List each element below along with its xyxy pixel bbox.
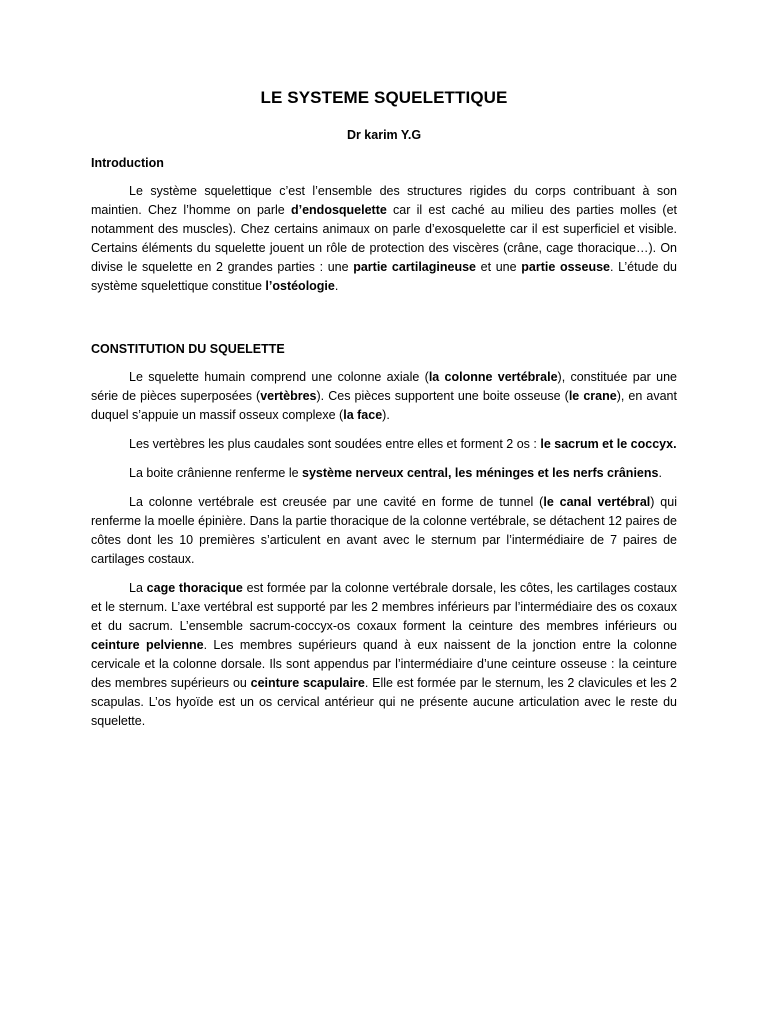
text-run: ) qui renferme la moelle épinière. Dans la partie thoracique de la colonne vertébrale, se détachent 12 paires de côtes dont les 10 premières s’articulent en avant avec le sternum par l’intermédiaire de 7 paires de cartilages costaux.: [91, 495, 677, 566]
document-title: LE SYSTEME SQUELETTIQUE: [260, 88, 508, 107]
text-run: car il est caché au milieu des parties molles (et notamment des muscles). Chez certains animaux on parle d’exosquelette car il est superficiel et visible. Certains éléments du squelette jouent un rôle de protection des viscères (crâne, cage thoracique…). On divise le squelette en 2 grandes parties : une: [91, 203, 677, 274]
text-run: La: [129, 581, 147, 595]
text-run: .: [658, 466, 662, 480]
bold-term: le crane: [568, 389, 617, 403]
bold-term: la face: [343, 408, 383, 422]
bold-term: d’endosquelette: [290, 203, 387, 217]
bold-term: cage thoracique: [146, 581, 243, 595]
section-introduction: [91, 156, 677, 296]
section-heading: CONSTITUTION DU SQUELETTE: [91, 342, 285, 356]
text-run: Le squelette humain comprend une colonne axiale (: [129, 370, 429, 384]
bold-term: partie osseuse: [521, 260, 610, 274]
bold-term: ceinture pelvienne: [91, 638, 204, 652]
section-constitution: [91, 342, 677, 731]
bold-term: le sacrum et le coccyx.: [540, 437, 677, 451]
text-run: ).: [382, 408, 390, 422]
text-run: Le système squelettique c’est l’ensemble des structures rigides du corps contribuant à son maintien. Chez l’homme on parle: [91, 184, 677, 217]
document-author: Dr karim Y.G: [346, 128, 422, 142]
section-spacer: [91, 306, 677, 342]
text-run: est formée par la colonne vertébrale dorsale, les côtes, les cartilages costaux et le sternum. L’axe vertébral est supporté par les 2 membres inférieurs par l’intermédiaire des os coxaux et du sacrum. L’ensemble sacrum-coccyx-os coxaux forment la ceinture des membres inférieurs ou: [91, 581, 677, 633]
text-run: . Elle est formée par le sternum, les 2 clavicules et les 2 scapulas. L’os hyoïde est un os cervical antérieur qui ne présente aucune articulation avec le reste du squelette.: [91, 676, 677, 728]
bold-term: l’ostéologie: [265, 279, 335, 293]
text-run: . L’étude du système squelettique constitue: [91, 260, 677, 293]
paragraph: [91, 368, 677, 425]
text-run: La colonne vertébrale est creusée par une cavité en forme de tunnel (: [129, 495, 544, 509]
paragraph: [91, 182, 677, 296]
text-run: ), en avant duquel s’appuie un massif osseux complexe (: [91, 389, 677, 422]
text-run: ), constituée par une série de pièces superposées (: [91, 370, 677, 403]
text-run: . Les membres supérieurs quand à eux naissent de la jonction entre la colonne cervicale et la colonne dorsale. Ils sont appendus par l’intermédiaire d’une ceinture osseuse : la ceinture des membres supérieurs ou: [91, 638, 677, 690]
text-run: et une: [475, 260, 522, 274]
text-run: ). Ces pièces supportent une boite osseuse (: [316, 389, 569, 403]
bold-term: ceinture scapulaire: [250, 676, 365, 690]
bold-term: le canal vertébral: [543, 495, 651, 509]
text-run: Les vertèbres les plus caudales sont soudées entre elles et forment 2 os :: [129, 437, 541, 451]
bold-term: partie cartilagineuse: [353, 260, 476, 274]
text-run: .: [334, 279, 339, 293]
bold-term: système nerveux central, les méninges et les nerfs crâniens: [302, 466, 659, 480]
section-heading: Introduction: [91, 156, 164, 170]
paragraph: [91, 435, 677, 454]
paragraph: [91, 579, 677, 731]
bold-term: la colonne vertébrale: [428, 370, 558, 384]
bold-term: vertèbres: [260, 389, 317, 403]
paragraph: [91, 464, 677, 483]
paragraph: [91, 493, 677, 569]
text-run: La boite crânienne renferme le: [129, 466, 303, 480]
